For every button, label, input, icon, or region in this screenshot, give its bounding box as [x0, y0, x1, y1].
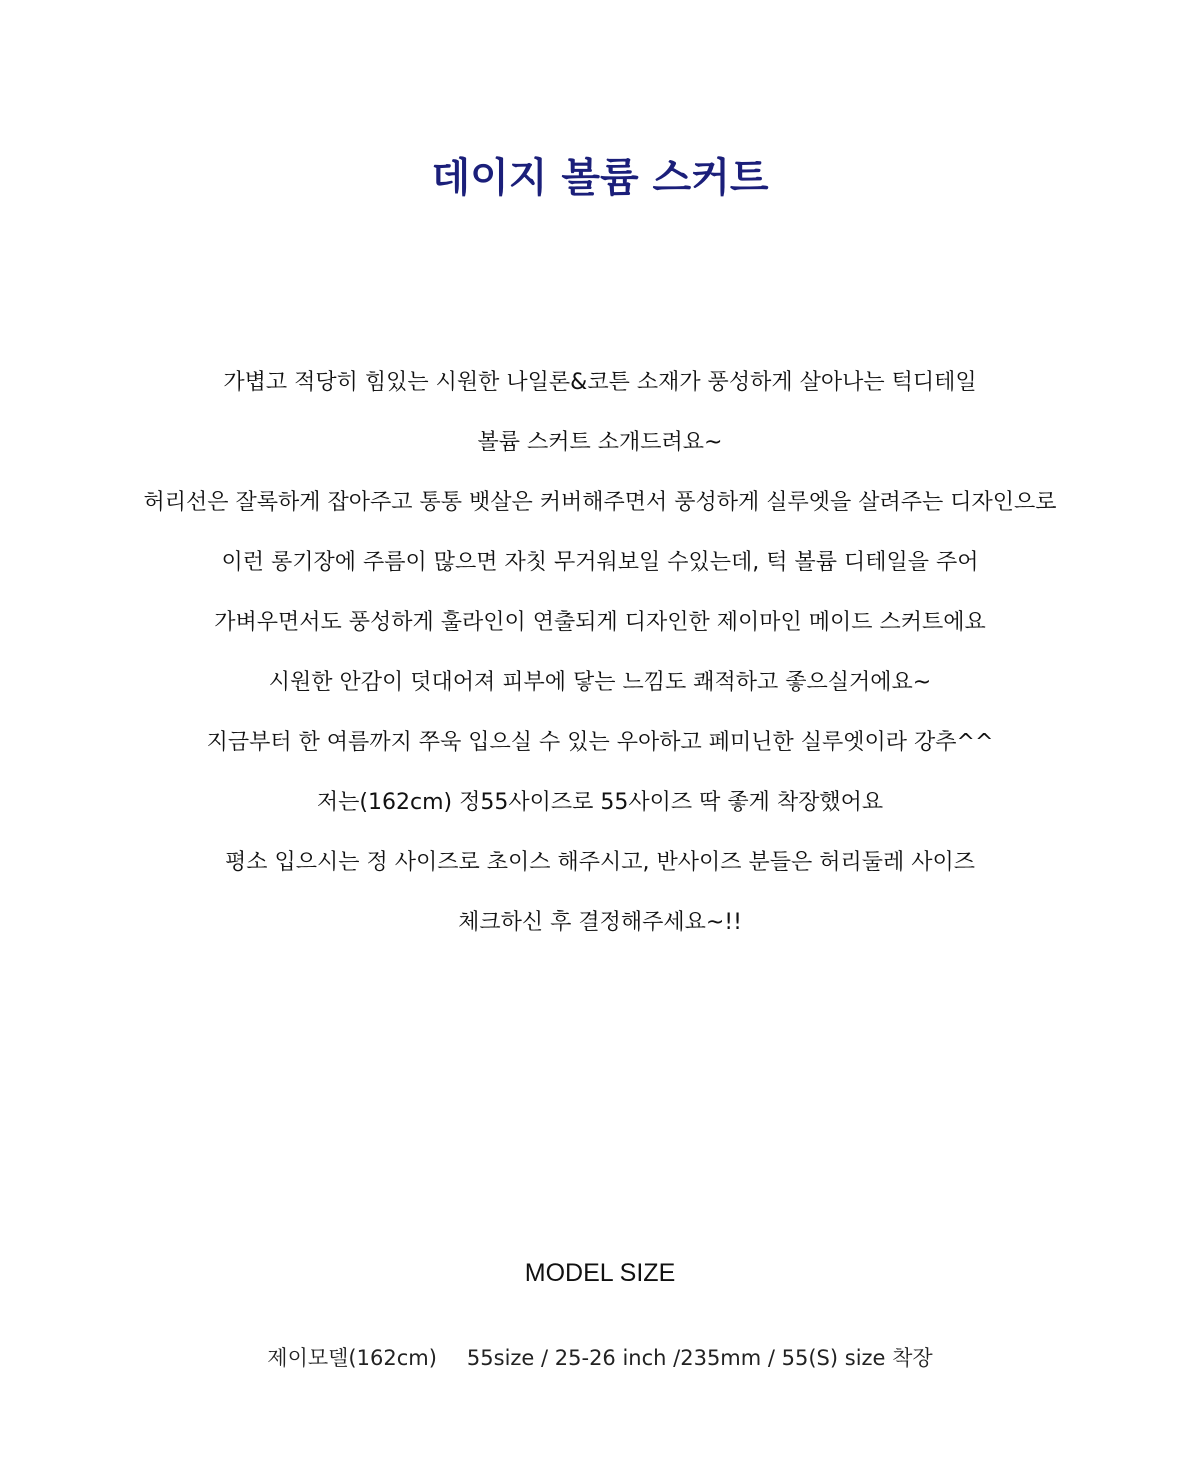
description-line: 가볍고 적당히 힘있는 시원한 나일론&코튼 소재가 풍성하게 살아나는 턱디테일 — [223, 370, 977, 395]
description-line: 이런 롱기장에 주름이 많으면 자칫 무거워보일 수있는데, 턱 볼륨 디테일을 주어 — [221, 550, 979, 575]
product-title: 데이지 볼륨 스커트 — [431, 155, 769, 201]
model-size-info — [0, 1340, 1200, 1376]
description-line: 볼륨 스커트 소개드려요~ — [477, 430, 723, 455]
model-name: 제이모델(162cm) — [267, 1346, 437, 1370]
description-line: 저는(162cm) 정55사이즈로 55사이즈 딱 좋게 착장했어요 — [316, 790, 884, 815]
description-line: 허리선은 잘록하게 잡아주고 통통 뱃살은 커버해주면서 풍성하게 실루엣을 살려주는 디자인으로 — [143, 490, 1057, 515]
description-line: 시원한 안감이 덧대어져 피부에 닿는 느낌도 쾌적하고 좋으실거에요~ — [268, 670, 932, 695]
model-size-heading: MODEL SIZE — [524, 1259, 676, 1287]
description-line: 가벼우면서도 풍성하게 훌라인이 연출되게 디자인한 제이마인 메이드 스커트에요 — [214, 610, 986, 635]
model-size-details: 55size / 25-26 inch /235mm / 55(S) size 착장 — [466, 1346, 933, 1370]
product-description — [0, 353, 1200, 953]
description-line: 평소 입으시는 정 사이즈로 초이스 해주시고, 반사이즈 분들은 허리둘레 사이즈 — [225, 850, 975, 875]
description-line: 체크하신 후 결정해주세요~!! — [458, 910, 742, 935]
description-line: 지금부터 한 여름까지 쭈욱 입으실 수 있는 우아하고 페미닌한 실루엣이라 강추^^ — [206, 730, 994, 755]
